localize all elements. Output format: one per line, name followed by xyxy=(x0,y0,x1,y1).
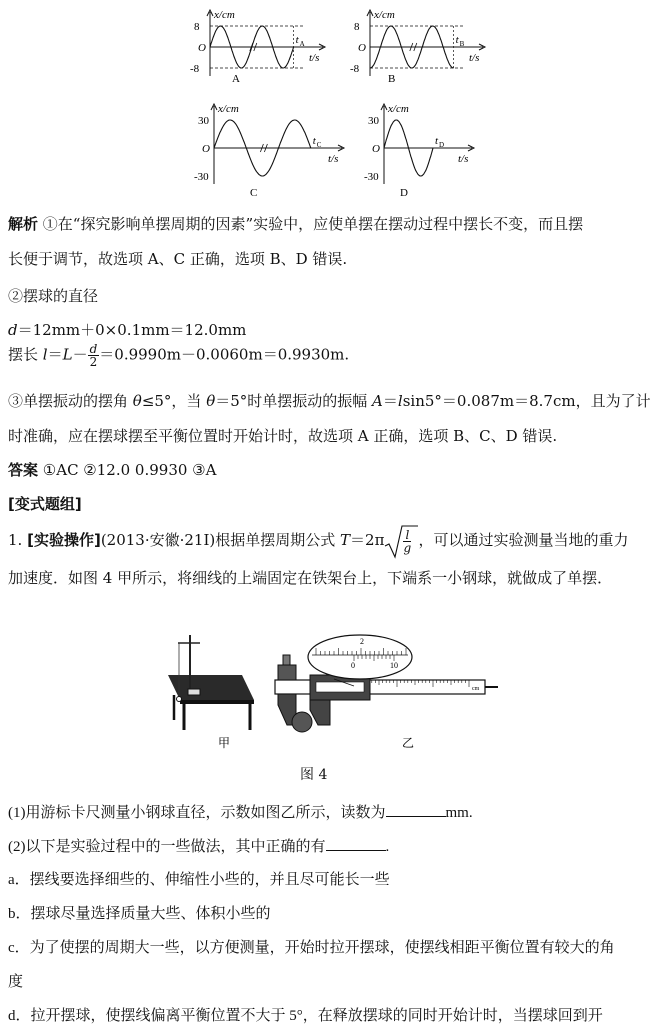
q2-text: (2)以下是实验过程中的一些做法，其中正确的有 xyxy=(8,839,326,855)
analysis-tag: 解析 xyxy=(8,215,39,233)
option-c-line1: c．为了使摆的周期大一些，以方便测量，开始时拉开摆球，使摆线相距平衡位置有较大的角 xyxy=(8,940,615,956)
analysis-line-3: ②摆球的直径 xyxy=(8,287,99,305)
graph-d xyxy=(364,103,474,199)
sqrt-num: l xyxy=(405,528,410,542)
sqrt-sign xyxy=(384,524,418,558)
q1-number: 1. xyxy=(8,531,28,549)
q1-unit: mm. xyxy=(445,805,473,821)
main-scale-unit: cm xyxy=(472,686,480,692)
analysis-line-2: 长便于调节，故选项 A、C 正确，选项 B、D 错误. xyxy=(8,250,348,268)
q1-eq: ＝2π xyxy=(350,531,385,549)
fraction-den: 2 xyxy=(89,355,98,369)
y-max-label: 30 xyxy=(368,115,379,127)
sqrt-den: g xyxy=(403,541,412,555)
analysis-line-7: 时准确，应在摆球摆至平衡位置时开始计时，故选项 A 正确，选项 B、C、D 错误. xyxy=(8,427,558,445)
var-l: l xyxy=(42,345,48,364)
y-max-label: 30 xyxy=(198,115,209,127)
t-marker: t xyxy=(435,135,439,147)
analysis-line-1 xyxy=(8,214,583,234)
vernier-label-10: 10 xyxy=(390,661,398,670)
y-axis-label: x/cm xyxy=(214,9,235,21)
pendulum-stand-drawing xyxy=(168,635,254,730)
q1-blank[interactable] xyxy=(386,802,446,817)
y-axis-label: x/cm xyxy=(218,103,239,115)
y-min-label: -8 xyxy=(350,63,360,75)
x-axis-label: t/s xyxy=(328,153,339,165)
origin-label: O xyxy=(198,42,206,54)
vernier-label-0: 0 xyxy=(351,661,355,670)
figure-caption: 图 4 xyxy=(300,767,328,783)
vernier-label-2: 2 xyxy=(360,637,364,646)
t-marker-sub: D xyxy=(439,141,445,149)
sqrt-l-over-g xyxy=(384,524,418,558)
graph-label: B xyxy=(388,73,396,85)
q1-after: ，可以通过实验测量当地的重力 xyxy=(418,531,629,549)
theta-2: θ xyxy=(206,392,216,410)
vernier-caliper-drawing xyxy=(275,635,498,732)
figure-4 xyxy=(150,625,500,755)
origin-label: O xyxy=(372,143,380,155)
graph-label: D xyxy=(400,187,408,199)
length-pre: 摆长 xyxy=(8,345,43,364)
graph-b xyxy=(350,9,485,85)
y-axis-label: x/cm xyxy=(388,103,409,115)
option-a: a．摆线要选择细些的、伸缩性小些的，并且尽可能长一些 xyxy=(8,872,390,888)
q2-blank[interactable] xyxy=(326,836,386,851)
origin-label: O xyxy=(202,143,210,155)
t2: ≤5°，当 xyxy=(141,392,207,410)
analysis-line-5 xyxy=(8,343,349,373)
sqrt-fraction xyxy=(403,529,411,554)
q1-text: (1)用游标卡尺测量小钢球直径，示数如图乙所示，读数为 xyxy=(8,805,386,821)
graph-label: C xyxy=(250,187,258,199)
t4: ＝ xyxy=(382,392,398,410)
answer-text: ①AC ②12.0 0.9930 ③A xyxy=(38,461,217,479)
fraction-d-over-2 xyxy=(88,343,100,368)
answer-line xyxy=(8,460,216,480)
var-l-2: l xyxy=(397,392,403,410)
option-c-line2: 度 xyxy=(8,974,24,990)
y-min-label: -30 xyxy=(194,171,209,183)
variant-q1-line1 xyxy=(8,524,628,558)
question-1 xyxy=(8,802,473,823)
option-d: d．拉开摆球，使摆线偏离平衡位置不大于 5°，在释放摆球的同时开始计时，当摆球回到开 xyxy=(8,1008,603,1024)
fraction-num: d xyxy=(89,342,98,356)
graphs-figure xyxy=(180,0,480,200)
variant-heading: [变式题组] xyxy=(8,495,82,513)
origin-label: O xyxy=(358,42,366,54)
graph-c xyxy=(194,103,344,199)
var-T: T xyxy=(340,531,351,549)
x-axis-label: t/s xyxy=(469,52,480,64)
y-max-label: 8 xyxy=(194,21,200,33)
q1-tag: [实验操作] xyxy=(27,531,101,549)
fig-left-label: 甲 xyxy=(218,736,231,750)
var-d: d xyxy=(8,321,18,339)
answer-tag: 答案 xyxy=(8,461,39,479)
option-b: b．摆球尽量选择质量大些、体积小些的 xyxy=(8,906,271,922)
theta-1: θ xyxy=(132,392,142,410)
var-A: A xyxy=(372,392,383,410)
t5: sin5°＝0.087m＝8.7cm，且为了计 xyxy=(402,392,651,410)
eq-sign: ＝ xyxy=(47,345,63,364)
analysis-text-1a: ①在“探究影响单摆周期的因素”实验中，应使单摆在摆动过程中摆长不变，而且摆 xyxy=(38,215,584,233)
analysis-line-6 xyxy=(8,391,651,411)
t-marker: t xyxy=(312,135,316,147)
t3: ＝5°时单摆振动的振幅 xyxy=(215,392,373,410)
t-marker-sub: B xyxy=(459,40,465,48)
q2-end: . xyxy=(385,839,390,855)
y-min-label: -8 xyxy=(190,63,200,75)
var-L: L xyxy=(62,345,73,364)
fig-right-label: 乙 xyxy=(402,736,415,750)
variant-q1-line2: 加速度．如图 4 甲所示，将细线的上端固定在铁架台上，下端系一小钢球，就做成了单摆． xyxy=(8,569,613,587)
length-calc: ＝0.9990m－0.0060m＝0.9930m. xyxy=(99,345,350,364)
y-min-label: -30 xyxy=(364,171,379,183)
graph-a xyxy=(190,9,325,85)
y-axis-label: x/cm xyxy=(374,9,395,21)
y-max-label: 8 xyxy=(354,21,360,33)
t1: ③单摆振动的摆角 xyxy=(8,392,133,410)
t-marker: t xyxy=(455,34,459,46)
t-marker-sub: A xyxy=(299,40,305,48)
question-2 xyxy=(8,836,389,857)
t-marker-sub: C xyxy=(316,141,322,149)
t-marker: t xyxy=(295,34,299,46)
q1-source: (2013·安徽·21Ⅰ)根据单摆周期公式 xyxy=(100,531,341,549)
minus-sign: － xyxy=(72,345,88,364)
x-axis-label: t/s xyxy=(458,153,469,165)
analysis-line-4 xyxy=(8,320,246,340)
x-axis-label: t/s xyxy=(309,52,320,64)
diameter-calc: ＝12mm＋0×0.1mm＝12.0mm xyxy=(17,321,247,339)
graph-label: A xyxy=(232,73,240,85)
